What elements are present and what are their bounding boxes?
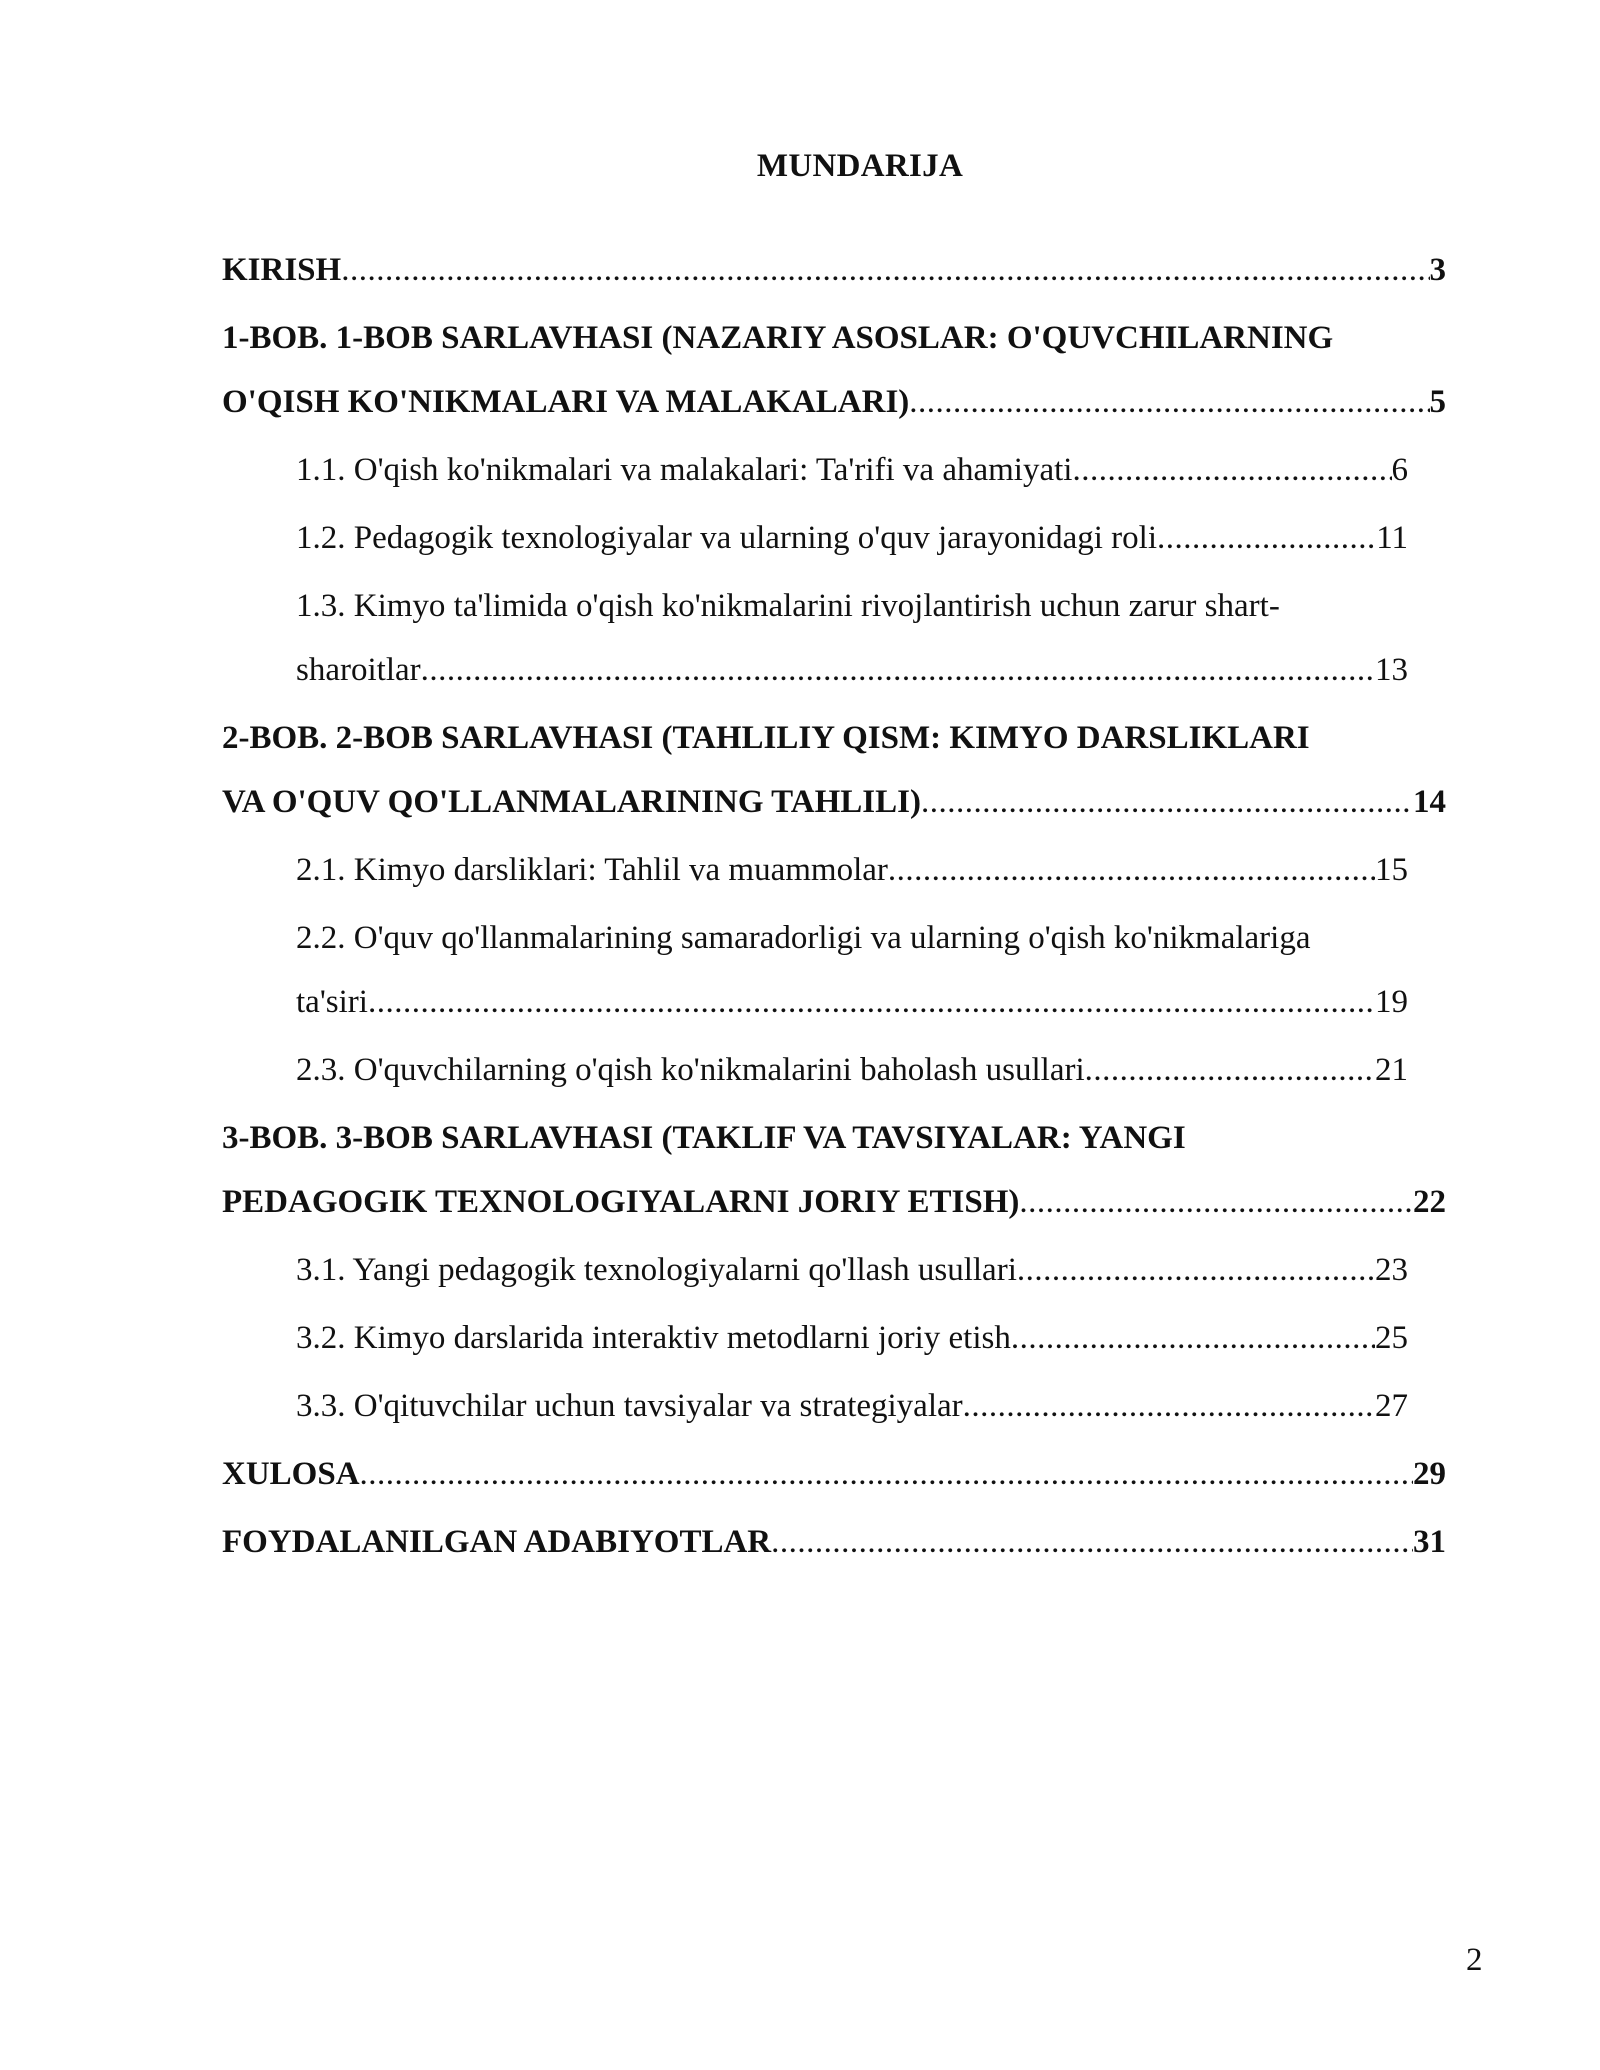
dot-leader bbox=[963, 1374, 1375, 1438]
toc-entry-row bbox=[222, 370, 1446, 434]
dot-leader bbox=[1157, 506, 1376, 570]
toc-entry-first-line: 1-BOB. 1-BOB SARLAVHASI (NAZARIY ASOSLAR: O'QUVCHILARNING bbox=[222, 320, 1334, 356]
toc-entry-page: 25 bbox=[1375, 1320, 1408, 1356]
toc-entry-page: 21 bbox=[1375, 1052, 1408, 1088]
toc-entry[interactable] bbox=[222, 574, 1408, 702]
toc-entry-page: 13 bbox=[1375, 652, 1408, 688]
toc-entry[interactable] bbox=[222, 1374, 1408, 1438]
toc-entry-row bbox=[296, 1306, 1408, 1370]
dot-leader bbox=[341, 238, 1429, 302]
toc-entry-title: sharoitlar bbox=[296, 652, 421, 688]
toc-entry[interactable] bbox=[222, 1106, 1446, 1234]
toc-entry-page: 31 bbox=[1413, 1524, 1446, 1560]
toc-entry-page: 6 bbox=[1391, 452, 1408, 488]
toc-entry-first-line: 2.2. O'quv qo'llanmalarining samaradorligi va ularning o'qish ko'nikmalariga bbox=[296, 920, 1311, 956]
toc-entry-row bbox=[296, 438, 1408, 502]
toc-entry-row bbox=[296, 1038, 1408, 1102]
toc-entry-title: KIRISH bbox=[222, 252, 342, 288]
toc-entry[interactable] bbox=[222, 906, 1408, 1034]
dot-leader bbox=[360, 1442, 1413, 1506]
toc-entry[interactable] bbox=[222, 238, 1446, 302]
toc-entry-row bbox=[296, 506, 1408, 570]
toc-entry-title: 2.1. Kimyo darsliklari: Tahlil va muammolar bbox=[296, 852, 888, 888]
dot-leader bbox=[771, 1510, 1413, 1574]
toc-entry-title: 3.3. O'qituvchilar uchun tavsiyalar va strategiyalar bbox=[296, 1388, 963, 1424]
toc-entry-row bbox=[222, 770, 1446, 834]
toc-entry-row bbox=[296, 638, 1408, 702]
toc-entry-page: 23 bbox=[1375, 1252, 1408, 1288]
toc-entry-row bbox=[222, 238, 1446, 302]
dot-leader bbox=[1011, 1306, 1375, 1370]
toc-entry-row bbox=[222, 1510, 1446, 1574]
dot-leader bbox=[1019, 1170, 1413, 1234]
toc-entry-title: XULOSA bbox=[222, 1456, 360, 1492]
toc-entry-first-line: 2-BOB. 2-BOB SARLAVHASI (TAHLILIY QISM: KIMYO DARSLIKLARI bbox=[222, 720, 1310, 756]
toc-entry[interactable] bbox=[222, 706, 1446, 834]
toc-entry-page: 29 bbox=[1413, 1456, 1446, 1492]
dot-leader bbox=[1017, 1238, 1375, 1302]
toc-entry-page: 15 bbox=[1375, 852, 1408, 888]
dot-leader bbox=[1085, 1038, 1375, 1102]
page-number: 2 bbox=[1466, 1942, 1483, 1978]
toc-entry-title: O'QISH KO'NIKMALARI VA MALAKALARI) bbox=[222, 384, 910, 420]
toc-entry-title: 1.2. Pedagogik texnologiyalar va ularning o'quv jarayonidagi roli bbox=[296, 520, 1157, 556]
dot-leader bbox=[888, 838, 1375, 902]
toc-entry-row bbox=[222, 1170, 1446, 1234]
dot-leader bbox=[421, 638, 1375, 702]
toc-entry-page: 3 bbox=[1429, 252, 1446, 288]
toc-entry[interactable] bbox=[222, 506, 1408, 570]
toc-entry-title: 1.1. O'qish ko'nikmalari va malakalari: Ta'rifi va ahamiyati bbox=[296, 452, 1073, 488]
toc-entry-row bbox=[222, 1442, 1446, 1506]
toc-entry-page: 19 bbox=[1375, 984, 1408, 1020]
dot-leader bbox=[368, 970, 1375, 1034]
toc-entry-row bbox=[296, 838, 1408, 902]
toc-entry-page: 22 bbox=[1413, 1184, 1446, 1220]
toc-entry[interactable] bbox=[222, 1238, 1408, 1302]
toc-entry-title: 3.2. Kimyo darslarida interaktiv metodlarni joriy etish bbox=[296, 1320, 1011, 1356]
toc-entry-row bbox=[296, 1374, 1408, 1438]
toc-entry[interactable] bbox=[222, 1306, 1408, 1370]
toc-entry-title: VA O'QUV QO'LLANMALARINING TAHLILI) bbox=[222, 784, 921, 820]
toc-entry[interactable] bbox=[222, 438, 1408, 502]
page-title: MUNDARIJA bbox=[756, 148, 964, 184]
toc-entry[interactable] bbox=[222, 1442, 1446, 1506]
toc-entry[interactable] bbox=[222, 306, 1446, 434]
toc-entry-row bbox=[296, 1238, 1408, 1302]
dot-leader bbox=[909, 370, 1429, 434]
toc-entry-page: 5 bbox=[1429, 384, 1446, 420]
toc-entry-title: 3.1. Yangi pedagogik texnologiyalarni qo'llash usullari bbox=[296, 1252, 1017, 1288]
toc-entry-title: 2.3. O'quvchilarning o'qish ko'nikmalarini baholash usullari bbox=[296, 1052, 1085, 1088]
toc-entry-first-line: 3-BOB. 3-BOB SARLAVHASI (TAKLIF VA TAVSIYALAR: YANGI bbox=[222, 1120, 1186, 1156]
toc-entry-row bbox=[296, 970, 1408, 1034]
dot-leader bbox=[1072, 438, 1391, 502]
table-of-contents bbox=[222, 238, 1446, 1578]
toc-entry-first-line: 1.3. Kimyo ta'limida o'qish ko'nikmalarini rivojlantirish uchun zarur shart- bbox=[296, 588, 1280, 624]
toc-entry[interactable] bbox=[222, 838, 1408, 902]
toc-entry-title: ta'siri bbox=[296, 984, 368, 1020]
toc-entry[interactable] bbox=[222, 1038, 1408, 1102]
toc-entry-page: 14 bbox=[1413, 784, 1446, 820]
toc-entry-page: 27 bbox=[1375, 1388, 1408, 1424]
toc-entry-title: PEDAGOGIK TEXNOLOGIYALARNI JORIY ETISH) bbox=[222, 1184, 1020, 1220]
toc-entry-title: FOYDALANILGAN ADABIYOTLAR bbox=[222, 1524, 772, 1560]
toc-entry[interactable] bbox=[222, 1510, 1446, 1574]
dot-leader bbox=[921, 770, 1413, 834]
toc-entry-page: 11 bbox=[1376, 520, 1408, 556]
